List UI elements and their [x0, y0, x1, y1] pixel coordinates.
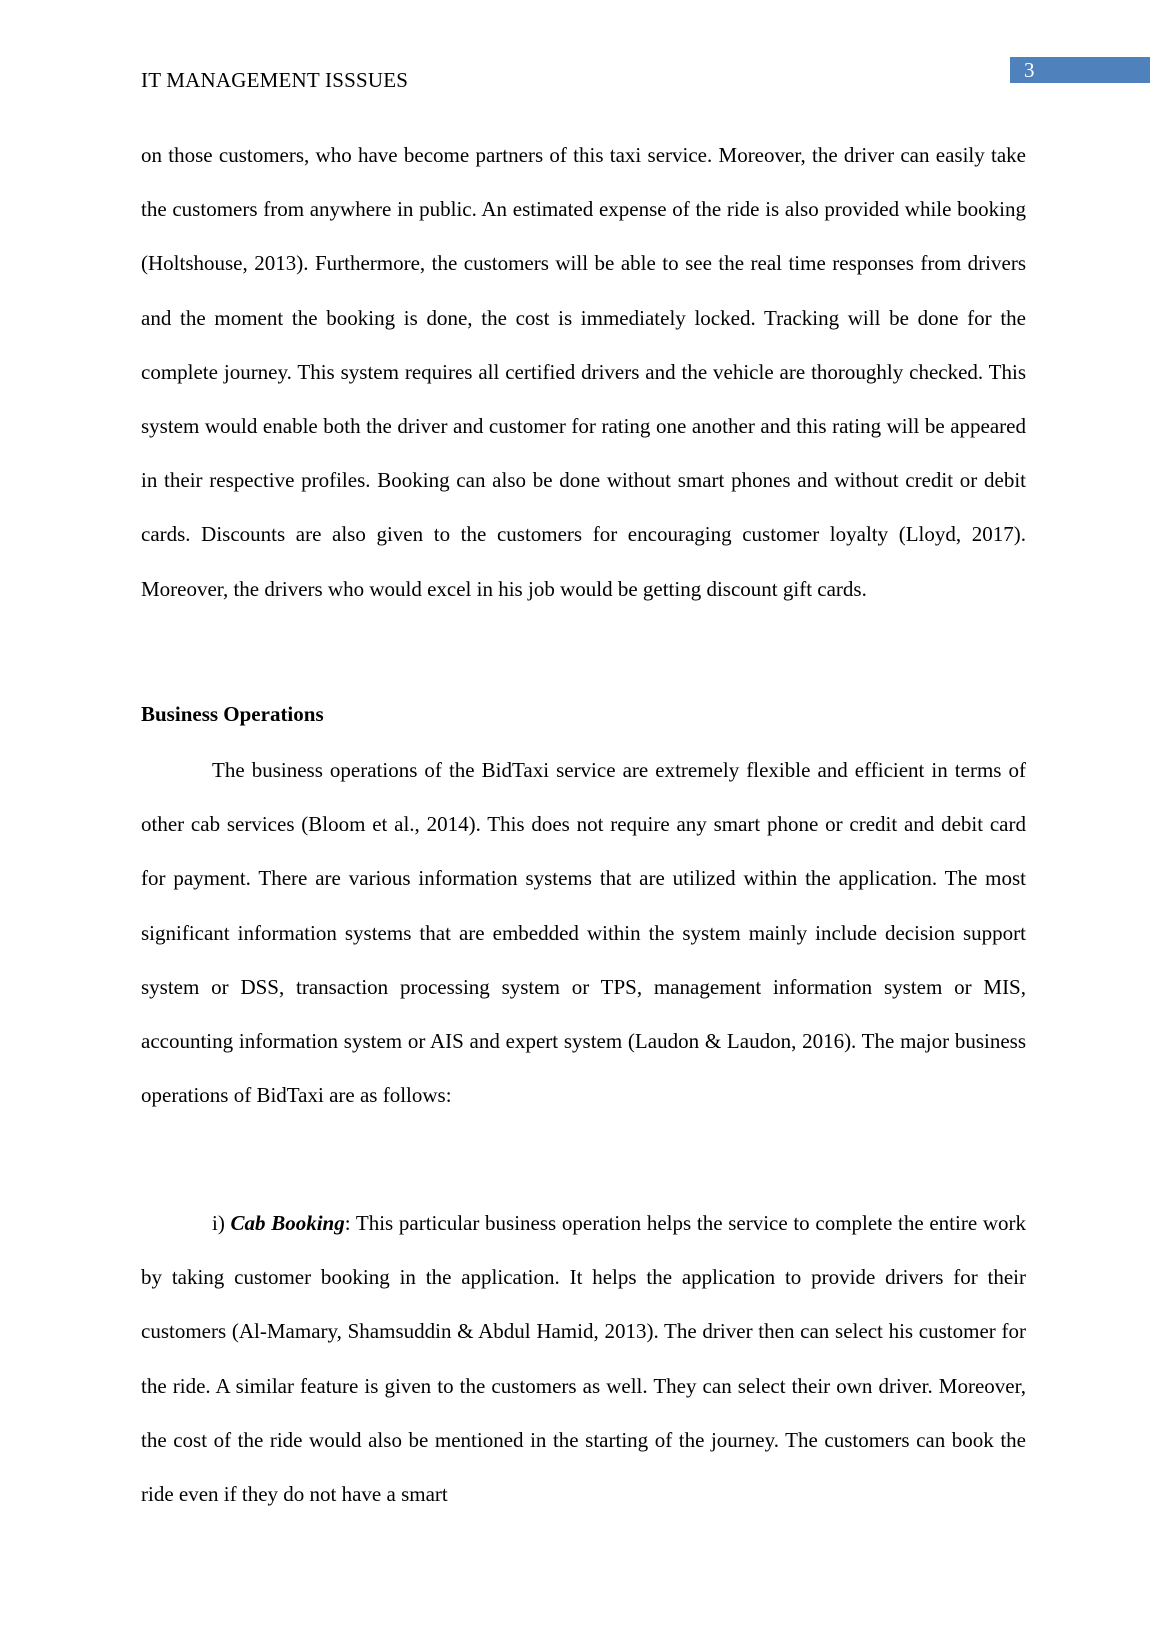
body-paragraph [141, 128, 1026, 616]
page-number: 3 [1010, 57, 1150, 83]
section-heading: Business Operations [141, 702, 324, 726]
paragraph-text: The business operations of the BidTaxi service are extremely flexible and efficient in terms of other cab services (Bloom et al., 2014). This does not require any smart phone or credit and debit card for payment. There are various information systems that are utilized within the application. The most significant information systems that are embedded within the system mainly include decision support system or DSS, transaction processing system or TPS, management information system or MIS, accounting information system or AIS and expert system (Laudon & Laudon, 2016). The major business operations of BidTaxi are as follows: [141, 758, 1026, 1108]
list-item-text [141, 1196, 1026, 1521]
body-paragraph [141, 743, 1026, 1122]
list-item-title: Cab Booking [230, 1211, 345, 1235]
list-item-marker: i) [212, 1211, 231, 1235]
running-header: IT MANAGEMENT ISSSUES [141, 68, 409, 92]
list-item-body: : This particular business operation helps the service to complete the entire work by taking customer booking in the application. It helps the application to provide drivers for their customers (Al-Mamary, Shamsuddin & Abdul Hamid, 2013). The driver then can select his customer for the ride. A similar feature is given to the customers as well. They can select their own driver. Moreover, the cost of the ride would also be mentioned in the starting of the journey. The customers can book the ride even if they do not have a smart [141, 1211, 1026, 1507]
paragraph-text: on those customers, who have become partners of this taxi service. Moreover, the driver can easily take the customers from anywhere in public. An estimated expense of the ride is also provided while booking (Holtshouse, 2013). Furthermore, the customers will be able to see the real time responses from drivers and the moment the booking is done, the cost is immediately locked. Tracking will be done for the complete journey. This system requires all certified drivers and the vehicle are thoroughly checked. This system would enable both the driver and customer for rating one another and this rating will be appeared in their respective profiles. Booking can also be done without smart phones and without credit or debit cards. Discounts are also given to the customers for encouraging customer loyalty (Lloyd, 2017). Moreover, the drivers who would excel in his job would be getting discount gift cards. [141, 143, 1026, 601]
list-item-paragraph [141, 1196, 1026, 1521]
